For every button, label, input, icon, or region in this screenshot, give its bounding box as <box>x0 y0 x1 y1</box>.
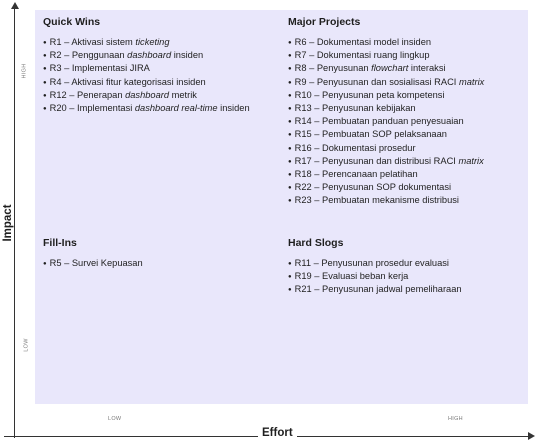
item-text-pre: R11 – Penyusunan prosedur evaluasi <box>294 258 449 268</box>
list-item <box>288 168 520 181</box>
list-item <box>43 102 275 115</box>
item-text-pre: R4 – Aktivasi fitur kategorisasi insiden <box>49 76 206 87</box>
item-text-pre: R9 – Penyusunan dan sosialisasi RACI <box>294 76 459 87</box>
item-text-em: ticketing <box>135 37 170 47</box>
bullet-icon: ● <box>288 132 292 139</box>
bullet-icon: ● <box>288 287 292 294</box>
bullet-icon: ● <box>288 261 292 267</box>
item-text-pre: R21 – Penyusunan jadwal pemeliharaan <box>294 284 462 295</box>
item-text-pre: R18 – Perencanaan pelatihan <box>294 169 418 180</box>
list-item <box>288 62 520 75</box>
list-item <box>288 194 520 207</box>
bullet-icon: ● <box>43 261 47 267</box>
list-item <box>288 270 520 283</box>
item-text-post: interaksi <box>408 63 446 74</box>
list-item <box>43 49 275 62</box>
bullet-icon: ● <box>43 92 47 99</box>
bullet-icon: ● <box>288 158 292 165</box>
bullet-icon: ● <box>288 40 292 46</box>
quadrant-list <box>43 257 275 270</box>
bullet-icon: ● <box>43 79 47 86</box>
y-axis-arrow <box>11 2 19 9</box>
item-text-pre: R2 – Penggunaan <box>49 50 128 61</box>
list-item <box>288 155 520 168</box>
quadrant-major-projects <box>288 16 520 208</box>
item-text-pre: R3 – Implementasi JIRA <box>49 63 150 74</box>
item-text-pre: R13 – Penyusunan kebijakan <box>294 103 416 114</box>
item-text-pre: R15 – Pembuatan SOP pelaksanaan <box>294 129 447 140</box>
bullet-icon: ● <box>288 106 292 113</box>
item-text-pre: R20 – Implementasi <box>49 103 135 114</box>
item-text-pre: R10 – Penyusunan peta kompetensi <box>294 89 445 100</box>
priority-matrix <box>35 10 528 404</box>
item-text-pre: R5 – Survei Kepuasan <box>49 258 143 268</box>
item-text-em: dashboard <box>127 50 172 61</box>
item-text-post: insiden <box>217 103 250 114</box>
item-text-pre: R14 – Pembuatan panduan penyesuaian <box>294 116 464 127</box>
bullet-icon: ● <box>288 92 292 99</box>
y-axis-line <box>14 8 15 438</box>
list-item <box>43 89 275 102</box>
quadrant-title: Fill-Ins <box>43 237 77 249</box>
item-text-em: dashboard <box>125 89 170 100</box>
quadrant-list <box>288 36 520 208</box>
list-item <box>288 36 520 49</box>
item-text-pre: R16 – Dokumentasi prosedur <box>294 142 416 153</box>
item-text-em: matrix <box>458 155 484 166</box>
bullet-icon: ● <box>288 185 292 192</box>
bullet-icon: ● <box>43 106 47 113</box>
bullet-icon: ● <box>288 79 292 86</box>
bullet-icon: ● <box>43 66 47 73</box>
list-item <box>288 142 520 155</box>
x-axis-arrow <box>528 432 535 440</box>
list-item <box>288 89 520 102</box>
item-text-pre: R12 – Penerapan <box>49 89 126 100</box>
quadrant-list <box>288 257 520 297</box>
bullet-icon: ● <box>288 119 292 126</box>
item-text-post: insiden <box>171 50 204 61</box>
bullet-icon: ● <box>288 198 292 205</box>
item-text-pre: R22 – Penyusunan SOP dokumentasi <box>294 182 452 193</box>
list-item <box>288 76 520 89</box>
quadrant-title: Major Projects <box>288 16 361 28</box>
item-text-pre: R23 – Pembuatan mekanisme distribusi <box>294 195 459 206</box>
bullet-icon: ● <box>288 53 292 60</box>
item-text-post: metrik <box>169 89 197 100</box>
list-item <box>43 36 275 49</box>
item-text-em: flowchart <box>371 63 409 74</box>
list-item <box>288 49 520 62</box>
item-text-pre: R8 – Penyusunan <box>294 63 372 74</box>
list-item <box>288 128 520 141</box>
quadrant-title: Quick Wins <box>43 16 101 28</box>
item-text-em: matrix <box>458 76 485 87</box>
bullet-icon: ● <box>43 53 47 60</box>
bullet-icon: ● <box>288 66 292 73</box>
item-text-pre: R1 – Aktivasi sistem <box>49 37 136 47</box>
y-tick-low: LOW <box>23 338 30 352</box>
bullet-icon: ● <box>288 145 292 152</box>
list-item <box>43 76 275 89</box>
list-item <box>288 283 520 296</box>
quadrant-title: Hard Slogs <box>288 237 344 249</box>
x-tick-low: LOW <box>108 416 122 422</box>
list-item <box>288 181 520 194</box>
item-text-em: dashboard real-time <box>134 103 218 114</box>
bullet-icon: ● <box>43 40 47 46</box>
list-item <box>288 257 520 270</box>
quadrant-fill-ins <box>43 237 275 270</box>
item-text-pre: R17 – Penyusunan dan distribusi RACI <box>294 155 459 166</box>
item-text-pre: R6 – Dokumentasi model insiden <box>294 37 432 47</box>
quadrant-quick-wins <box>43 16 275 115</box>
list-item <box>288 102 520 115</box>
x-axis-label: Effort <box>258 427 297 439</box>
item-text-pre: R19 – Evaluasi beban kerja <box>294 271 409 282</box>
y-tick-high: HIGH <box>21 63 28 79</box>
list-item <box>288 115 520 128</box>
item-text-pre: R7 – Dokumentasi ruang lingkup <box>294 50 430 61</box>
bullet-icon: ● <box>288 172 292 179</box>
x-tick-high: HIGH <box>448 416 463 422</box>
list-item <box>43 257 275 270</box>
y-axis-label: Impact <box>2 204 14 242</box>
list-item <box>43 62 275 75</box>
bullet-icon: ● <box>288 274 292 281</box>
quadrant-hard-slogs <box>288 237 520 297</box>
quadrant-list <box>43 36 275 115</box>
